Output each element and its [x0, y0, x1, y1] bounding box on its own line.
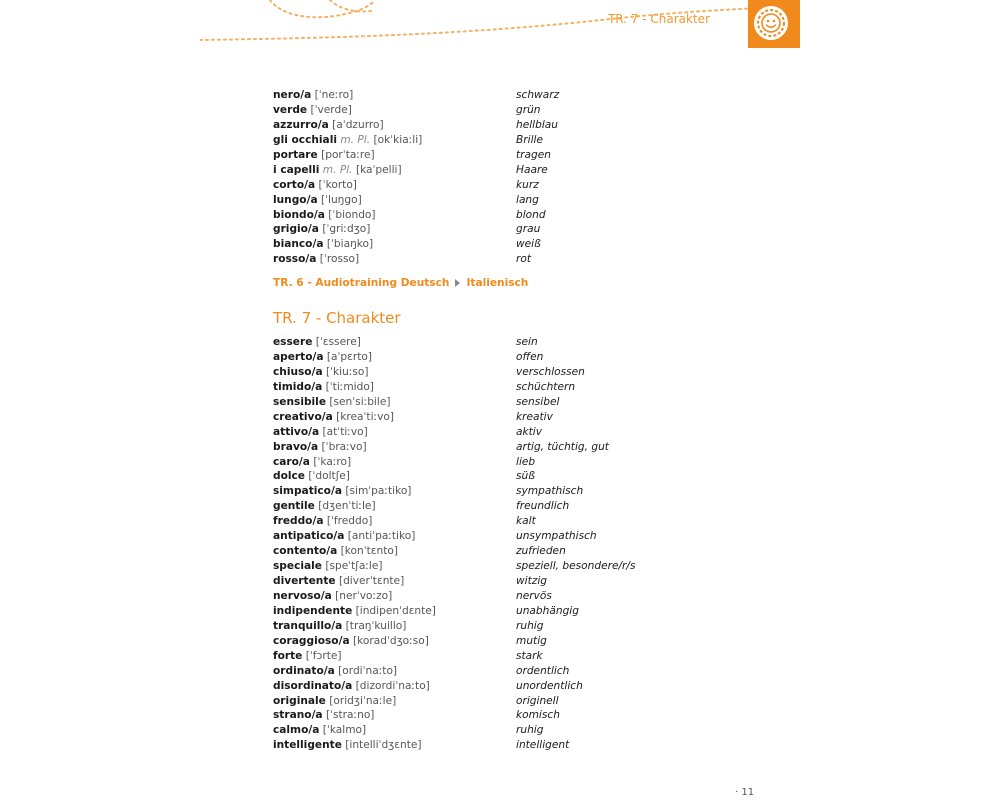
german-translation: speziell, besondere/r/s	[516, 560, 636, 573]
vocab-row	[273, 335, 733, 350]
pronunciation: [ˈverde]	[310, 103, 352, 116]
german-translation: kurz	[516, 178, 539, 191]
german-translation: rot	[516, 253, 531, 266]
italian-word: gentile	[273, 500, 315, 513]
pronunciation: [kreaˈtiːvo]	[336, 410, 394, 423]
pronunciation: [antiˈpaːtiko]	[347, 530, 416, 543]
vocab-row	[273, 559, 733, 574]
german-translation: witzig	[516, 575, 547, 587]
german-translation: freundlich	[516, 500, 570, 513]
italian-word: antipatico/a	[273, 530, 345, 543]
pronunciation: [dizordiˈnaːto]	[355, 679, 430, 692]
italian-word: indipendente	[273, 604, 353, 617]
vocab-row	[273, 469, 733, 484]
italian-word: attivo/a	[273, 425, 320, 438]
pronunciation: [aˈdzurro]	[332, 118, 384, 131]
italian-word: azzurro/a	[273, 118, 329, 131]
pronunciation: [dʒenˈtiːle]	[318, 500, 376, 513]
pronunciation: [aˈpɛrto]	[326, 350, 373, 363]
header-badge	[748, 0, 800, 48]
vocab-row	[273, 395, 733, 410]
pronunciation: [atˈtiːvo]	[322, 425, 368, 438]
pronunciation: [ˈkiuːso]	[325, 365, 369, 378]
vocab-row	[273, 380, 733, 395]
german-translation: Brille	[516, 133, 543, 146]
german-translation: zufrieden	[516, 545, 566, 558]
pronunciation: [ˈɛssere]	[315, 336, 361, 348]
german-translation: ruhig	[516, 724, 544, 737]
vocab-row	[273, 574, 733, 589]
german-translation: verschlossen	[516, 365, 585, 378]
smiley-sun-icon	[752, 4, 790, 42]
vocab-row	[273, 178, 733, 193]
vocab-row	[273, 619, 733, 634]
italian-word: freddo/a	[273, 515, 324, 528]
german-translation: grün	[516, 103, 541, 116]
italian-word: bravo/a	[273, 440, 319, 453]
italian-word: grigio/a	[273, 223, 319, 236]
italian-word: nero/a	[273, 89, 312, 101]
german-translation: sympathisch	[516, 485, 584, 498]
italian-word: portare	[273, 148, 318, 161]
german-translation: unordentlich	[516, 679, 583, 692]
italian-word: speciale	[273, 560, 322, 573]
vocab-row	[273, 529, 733, 544]
vocab-row	[273, 410, 733, 425]
german-translation: intelligent	[516, 739, 570, 752]
page-number: · 11	[735, 787, 755, 798]
pronunciation: [simˈpaːtiko]	[345, 485, 412, 498]
pronunciation: [porˈtaːre]	[321, 148, 375, 161]
german-translation: mutig	[516, 634, 547, 647]
vocab-row	[273, 103, 733, 118]
italian-word: aperto/a	[273, 350, 324, 363]
italian-word: divertente	[273, 575, 336, 587]
section-title: TR. 7 - Charakter	[273, 309, 401, 327]
german-translation: ruhig	[516, 619, 544, 632]
italian-word: calmo/a	[273, 724, 320, 737]
german-translation: ordentlich	[516, 664, 570, 677]
german-translation: komisch	[516, 709, 560, 722]
german-translation: kreativ	[516, 410, 553, 423]
vocab-row	[273, 484, 733, 499]
vocab-row	[273, 455, 733, 470]
audio-track-heading	[273, 277, 528, 289]
vocab-row	[273, 350, 733, 365]
vocab-row	[273, 738, 733, 753]
german-translation: lieb	[516, 455, 536, 468]
german-translation: süß	[516, 470, 535, 483]
vocabulary-list-colors	[273, 88, 733, 267]
pronunciation: [intelliˈdʒɛnte]	[345, 739, 422, 752]
german-translation: unsympathisch	[516, 530, 597, 543]
italian-word: lungo/a	[273, 193, 318, 206]
german-translation: schwarz	[516, 89, 560, 101]
vocab-row	[273, 679, 733, 694]
pronunciation: [traŋˈkuillo]	[345, 619, 407, 632]
track-target-language: Italienisch	[466, 277, 529, 289]
italian-word: essere	[273, 336, 313, 348]
vocab-row	[273, 163, 733, 178]
vocab-row	[273, 148, 733, 163]
german-translation: originell	[516, 694, 559, 707]
italian-word: dolce	[273, 470, 305, 483]
pronunciation: [senˈsiːbile]	[329, 395, 391, 408]
pronunciation: [diverˈtɛnte]	[338, 575, 405, 587]
italian-word: bianco/a	[273, 238, 324, 251]
german-translation: tragen	[516, 148, 551, 161]
play-arrow-icon	[455, 279, 460, 287]
pronunciation: [ˈgriːdʒo]	[322, 223, 371, 236]
german-translation: aktiv	[516, 425, 542, 438]
pronunciation: [ˈfɔrte]	[305, 649, 342, 662]
vocab-row	[273, 514, 733, 529]
italian-word: tranquillo/a	[273, 619, 343, 632]
vocab-row	[273, 544, 733, 559]
vocab-row	[273, 708, 733, 723]
italian-word: corto/a	[273, 178, 316, 191]
vocab-row	[273, 133, 733, 148]
vocab-row	[273, 193, 733, 208]
vocab-row	[273, 88, 733, 103]
german-translation: sensibel	[516, 395, 560, 408]
vocab-row	[273, 589, 733, 604]
pronunciation: [ˈkalmo]	[322, 724, 367, 737]
italian-word: simpatico/a	[273, 485, 342, 498]
pronunciation: [indipenˈdɛnte]	[355, 604, 436, 617]
vocab-row	[273, 365, 733, 380]
italian-word: disordinato/a	[273, 679, 353, 692]
vocab-row	[273, 694, 733, 709]
grammar-note: m. Pl.	[322, 163, 353, 176]
italian-word: caro/a	[273, 455, 310, 468]
pronunciation: [ˈkaːro]	[313, 455, 352, 468]
german-translation: Haare	[516, 163, 548, 176]
pronunciation: [nerˈvoːzo]	[335, 589, 393, 602]
running-header: TR. 7 - Charakter	[607, 12, 710, 26]
pronunciation: [speˈtʃaːle]	[325, 560, 383, 573]
vocab-row	[273, 634, 733, 649]
vocabulary-list-character	[273, 335, 733, 753]
vocab-row	[273, 440, 733, 455]
pronunciation: [ˈbraːvo]	[321, 440, 367, 453]
pronunciation: [ˈstraːno]	[325, 709, 375, 722]
pronunciation: [ˈtiːmido]	[325, 380, 374, 393]
italian-word: contento/a	[273, 545, 338, 558]
german-translation: stark	[516, 649, 543, 662]
vocab-row	[273, 118, 733, 133]
pronunciation: [ˈkorto]	[318, 178, 357, 191]
italian-word: originale	[273, 694, 326, 707]
vocab-row	[273, 664, 733, 679]
italian-word: sensibile	[273, 395, 326, 408]
german-translation: artig, tüchtig, gut	[516, 440, 609, 453]
vocab-row	[273, 499, 733, 514]
pronunciation: [ˈbiaŋko]	[326, 238, 374, 251]
pronunciation: [ˈrosso]	[319, 253, 360, 266]
vocab-row	[273, 222, 733, 237]
book-page	[200, 0, 800, 800]
italian-word: creativo/a	[273, 410, 333, 423]
german-translation: schüchtern	[516, 380, 576, 393]
italian-word: biondo/a	[273, 208, 325, 221]
italian-word: intelligente	[273, 739, 342, 752]
italian-word: timido/a	[273, 380, 323, 393]
german-translation: weiß	[516, 238, 541, 251]
vocab-row	[273, 252, 733, 267]
vocab-row	[273, 237, 733, 252]
german-translation: kalt	[516, 515, 536, 528]
italian-word: coraggioso/a	[273, 634, 350, 647]
pronunciation: [ˈbiondo]	[328, 208, 376, 221]
german-translation: sein	[516, 336, 538, 348]
italian-word: nervoso/a	[273, 589, 332, 602]
italian-word: verde	[273, 103, 308, 116]
grammar-note: m. Pl.	[340, 133, 371, 146]
german-translation: nervös	[516, 589, 552, 602]
vocab-row	[273, 723, 733, 738]
track-label: TR. 6 - Audiotraining Deutsch	[273, 277, 450, 289]
vocab-row	[273, 649, 733, 664]
pronunciation: [ˈneːro]	[314, 89, 354, 101]
pronunciation: [ˈdoltʃe]	[308, 470, 350, 483]
pronunciation: [ordiˈnaːto]	[338, 664, 398, 677]
pronunciation: [konˈtɛnto]	[340, 545, 399, 558]
pronunciation: [koradˈdʒoːso]	[352, 634, 429, 647]
vocab-row	[273, 208, 733, 223]
italian-word: gli occhiali	[273, 133, 337, 146]
german-translation: grau	[516, 223, 541, 236]
pronunciation: [kaˈpelli]	[355, 163, 402, 176]
german-translation: offen	[516, 350, 544, 363]
italian-word: strano/a	[273, 709, 323, 722]
italian-word: i capelli	[273, 163, 320, 176]
german-translation: blond	[516, 208, 546, 221]
german-translation: lang	[516, 193, 539, 206]
vocab-row	[273, 425, 733, 440]
italian-word: chiuso/a	[273, 365, 323, 378]
german-translation: hellblau	[516, 118, 558, 131]
italian-word: rosso/a	[273, 253, 317, 266]
italian-word: forte	[273, 649, 303, 662]
vocab-row	[273, 604, 733, 619]
german-translation: unabhängig	[516, 604, 579, 617]
dotted-swirl-decoration	[200, 0, 800, 60]
pronunciation: [ˈfreddo]	[326, 515, 373, 528]
pronunciation: [ˈluŋgo]	[320, 193, 362, 206]
pronunciation: [okˈkiaːli]	[373, 133, 423, 146]
italian-word: ordinato/a	[273, 664, 335, 677]
pronunciation: [oridʒiˈnaːle]	[329, 694, 397, 707]
